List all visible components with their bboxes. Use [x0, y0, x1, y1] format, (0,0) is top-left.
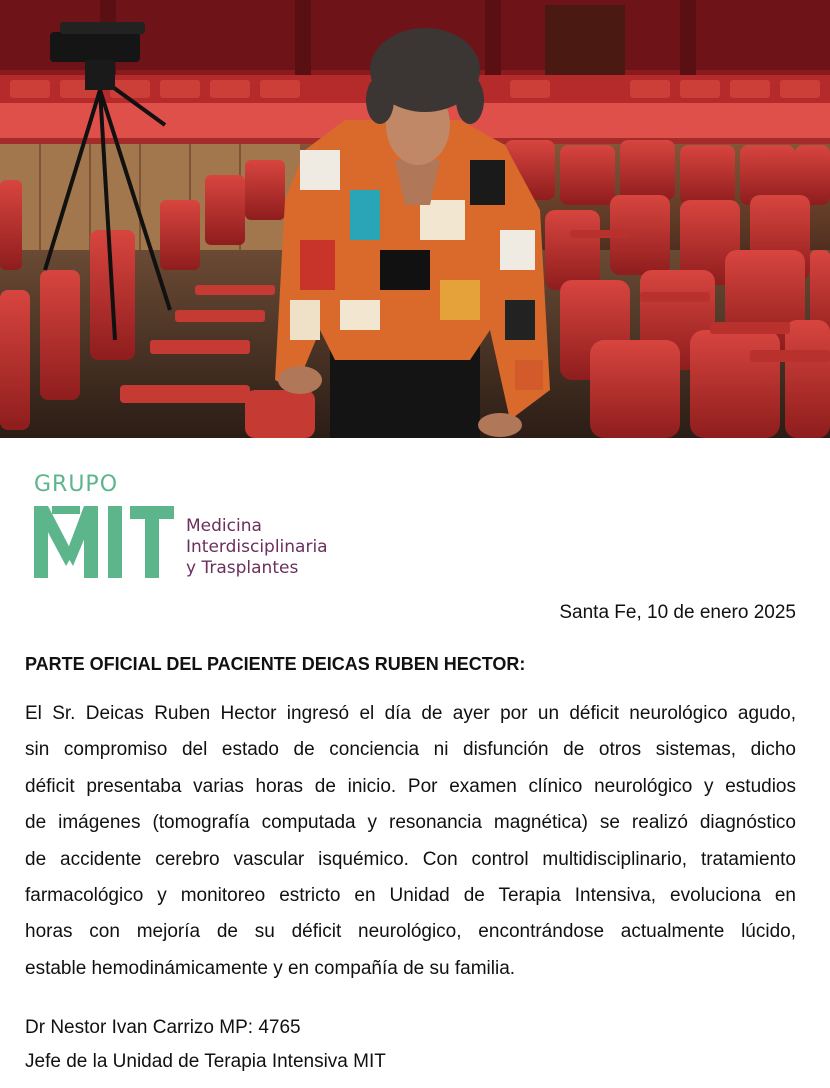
signature-name: Dr Nestor Ivan Carrizo MP: 4765: [25, 1017, 301, 1038]
mit-logo-mark: [34, 506, 174, 578]
theater-photo-illustration: [0, 0, 830, 438]
body-line: de imágenes (tomografía computada y resonancia magnética) se realizó diagnóstico: [25, 812, 796, 834]
logo-subtitle-line: y Trasplantes: [186, 558, 299, 578]
body-line: de accidente cerebro vascular isquémico. Con control multidisciplinario, tratamiento: [25, 848, 796, 870]
body-line: estable hemodinámicamente y en compañía de su familia.: [25, 957, 516, 979]
body-line: farmacológico y monitoreo estricto en Unidad de Terapia Intensiva, evoluciona en: [25, 885, 796, 907]
logo-subtitle-line: Interdisciplinaria: [186, 537, 328, 557]
logo-group-label: GRUPO: [34, 472, 119, 497]
body-line: El Sr. Deicas Ruben Hector ingresó el día de ayer por un déficit neurológico agudo,: [25, 703, 796, 724]
document-body: [25, 696, 796, 987]
body-line: sin compromiso del estado de conciencia ni disfunción de otros sistemas, dicho: [25, 739, 796, 761]
logo-subtitle: [186, 516, 328, 579]
logo-subtitle-line: Medicina: [186, 516, 262, 536]
header-photo: [0, 0, 830, 438]
signature-block: [25, 1011, 386, 1079]
grupo-mit-logo: [34, 470, 374, 580]
document-date: Santa Fe, 10 de enero 2025: [559, 602, 796, 623]
body-line: déficit presentaba varias horas de inicio. Por examen clínico neurológico y estudios: [25, 775, 796, 797]
signature-title: Jefe de la Unidad de Terapia Intensiva MIT: [25, 1051, 386, 1072]
body-line: horas con mejoría de su déficit neurológico, encontrándose actualmente lúcido,: [25, 921, 796, 943]
document-heading: PARTE OFICIAL DEL PACIENTE DEICAS RUBEN HECTOR:: [25, 654, 526, 674]
